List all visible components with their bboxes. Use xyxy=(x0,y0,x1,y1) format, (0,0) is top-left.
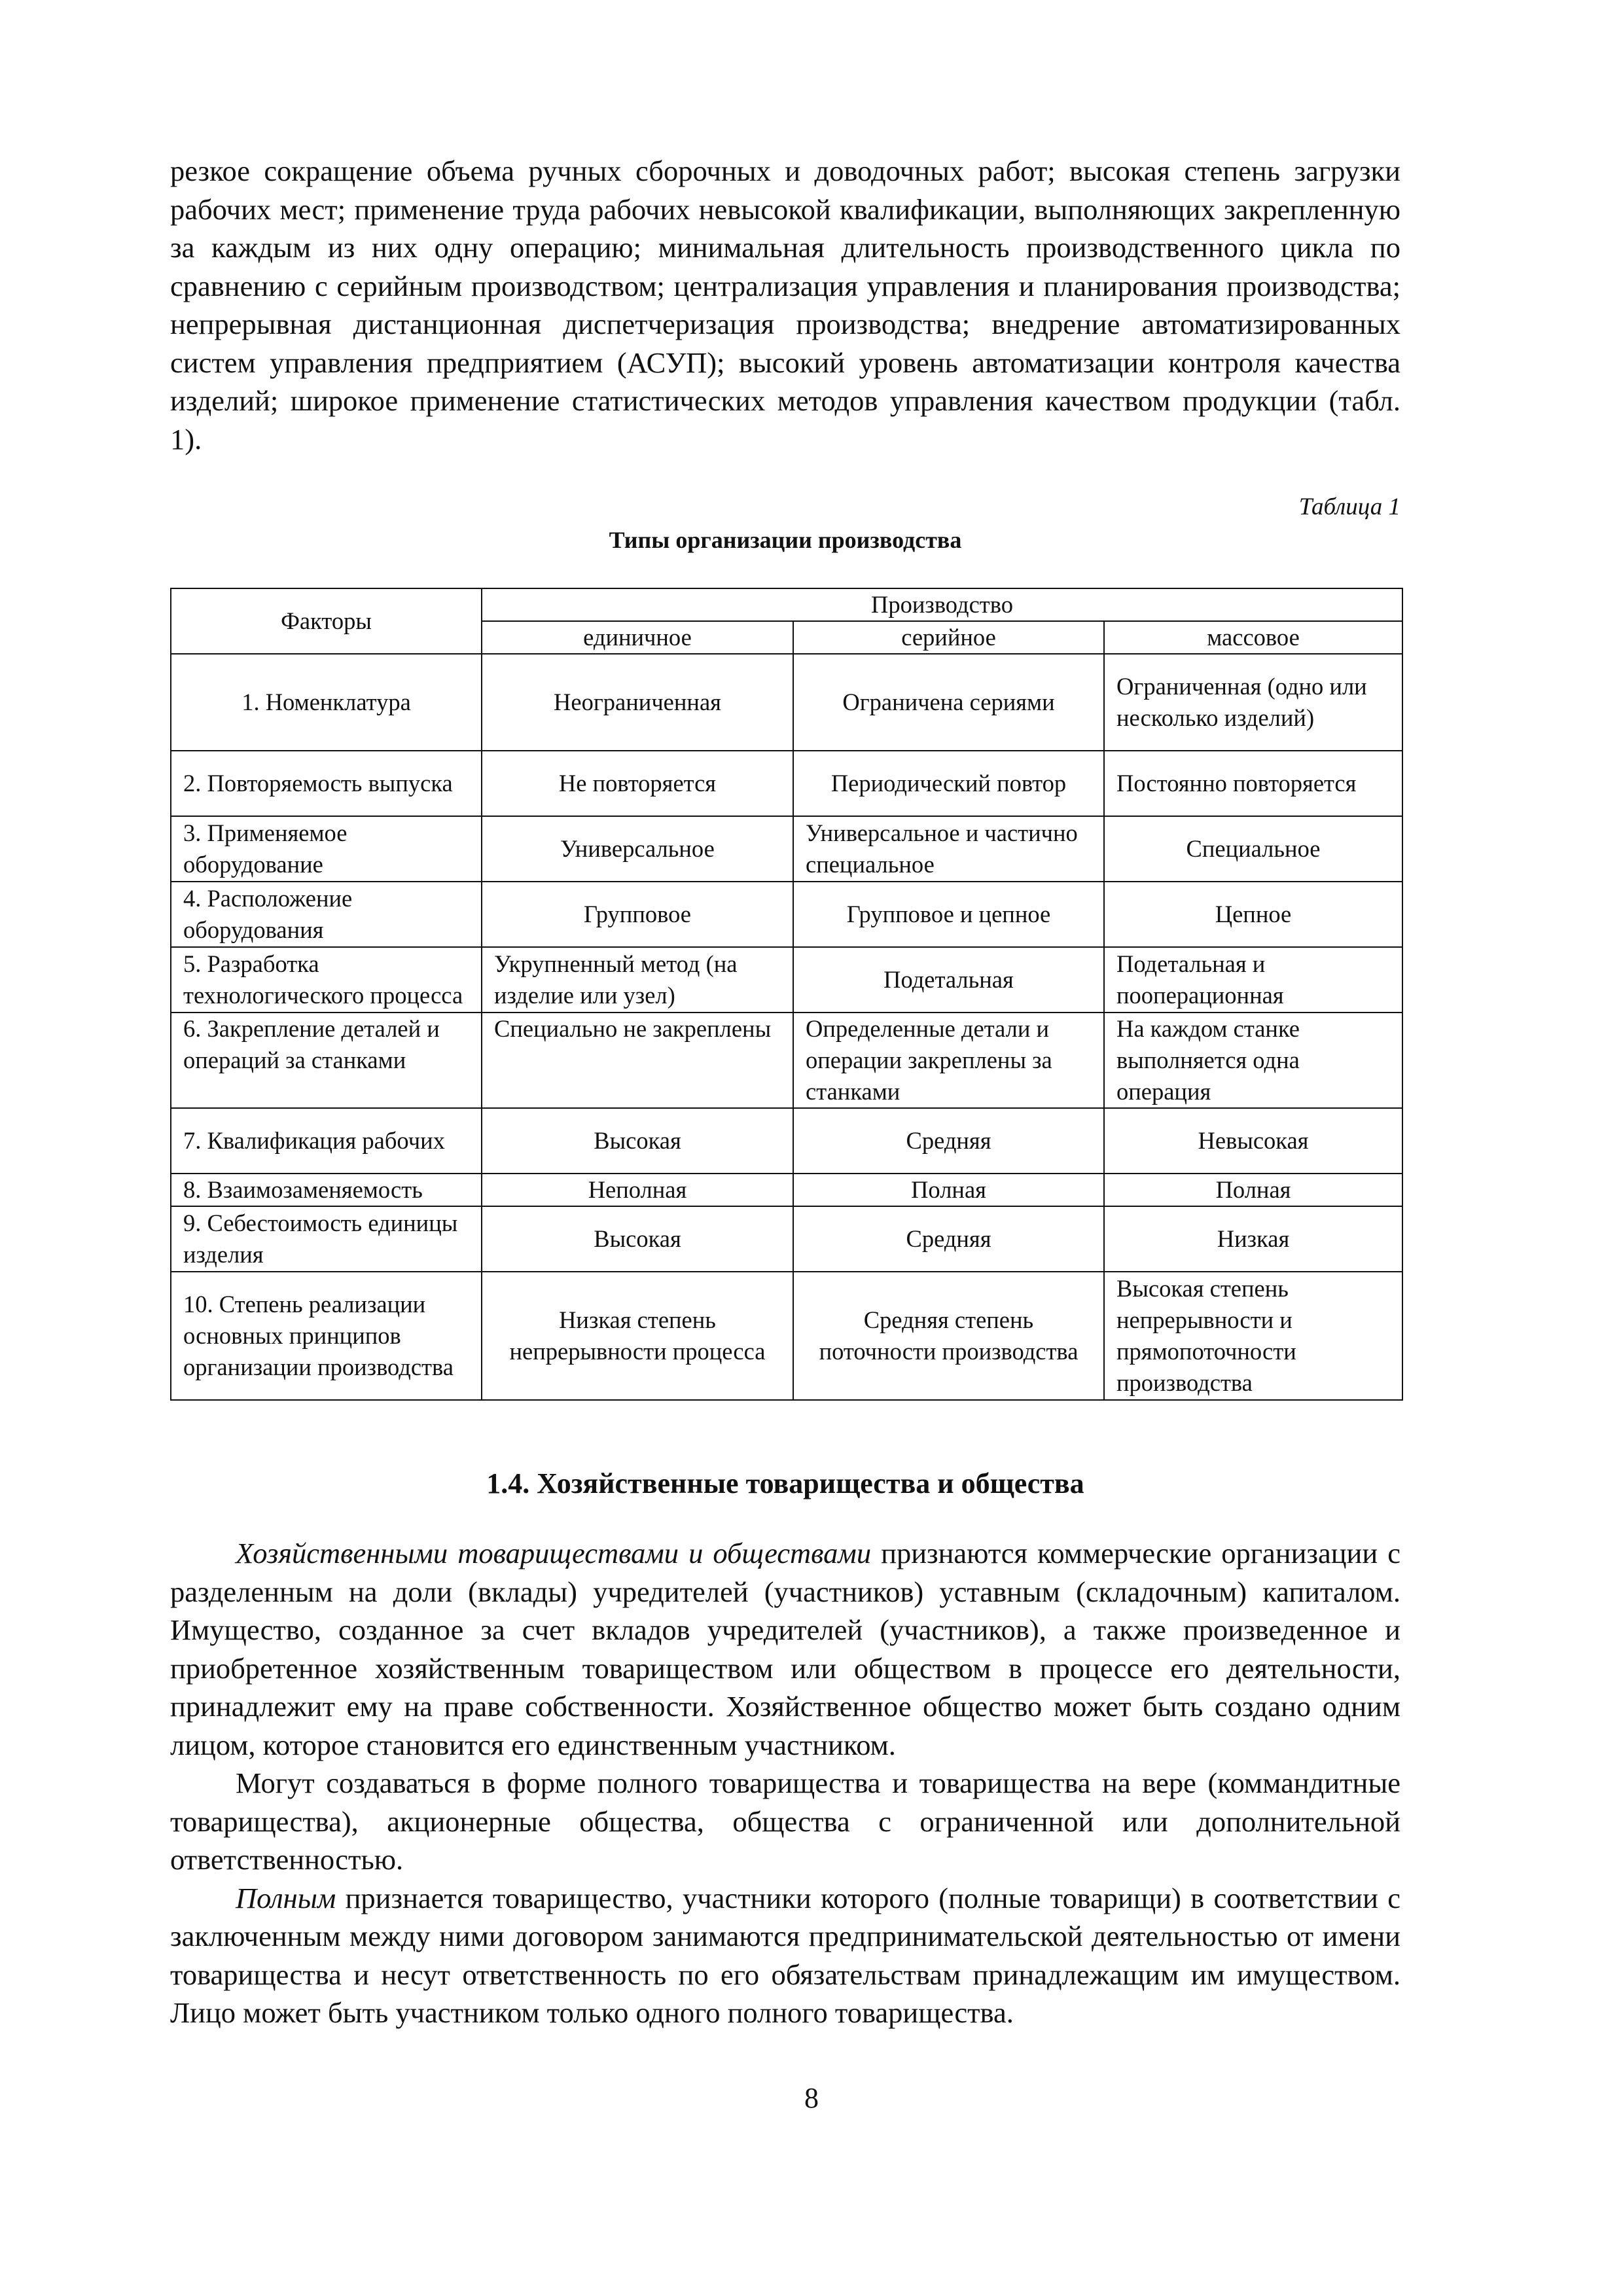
table-row xyxy=(171,882,1402,947)
header-serial: серийное xyxy=(793,621,1104,654)
table-row xyxy=(171,654,1402,751)
serial-cell: Групповое и цепное xyxy=(793,882,1104,947)
page-number: 8 xyxy=(804,2082,819,2114)
serial-cell: Средняя степень поточности производства xyxy=(793,1272,1104,1400)
single-cell: Специально не закреплены xyxy=(482,1013,793,1108)
table-row xyxy=(171,1174,1402,1206)
single-cell: Высокая xyxy=(482,1206,793,1272)
factor-cell: 10. Степень реализации основных принципов организации производства xyxy=(171,1272,482,1400)
factor-cell: 8. Взаимозаменяемость xyxy=(171,1174,482,1206)
paragraph-1-text: признаются коммерческие организации с разделенным на доли (вклады) учредителей (участников) уставным (складочным) капиталом. Имущество, созданное за счет вкладов учредителей (участников), а также произведенное и приобретенное хозяйственным товариществом или обществом в процессе его деятельности, принадлежит ему на праве собственности. Хозяйственное общество может быть создано одним лицом, которое становится его единственным участником. xyxy=(170,1537,1400,1761)
table-row xyxy=(171,947,1402,1013)
factor-cell: 3. Применяемое оборудование xyxy=(171,816,482,882)
factor-cell: 4. Расположение оборудования xyxy=(171,882,482,947)
serial-cell: Подетальная xyxy=(793,947,1104,1013)
serial-cell: Ограничена сериями xyxy=(793,654,1104,751)
mass-cell: На каждом станке выполняется одна операция xyxy=(1104,1013,1402,1108)
single-cell: Укрупненный метод (на изделие или узел) xyxy=(482,947,793,1013)
table-row xyxy=(171,751,1402,816)
header-factors: Факторы xyxy=(171,588,482,654)
table-caption: Таблица 1 xyxy=(1298,493,1400,520)
paragraph-2 xyxy=(170,1764,1400,1879)
table-row xyxy=(171,1206,1402,1272)
single-cell: Высокая xyxy=(482,1108,793,1174)
factor-cell: 5. Разработка технологического процесса xyxy=(171,947,482,1013)
serial-cell: Средняя xyxy=(793,1206,1104,1272)
serial-cell: Определенные детали и операции закреплены за станками xyxy=(793,1013,1104,1108)
single-cell: Неполная xyxy=(482,1174,793,1206)
paragraph-3-text: признается товарищество, участники которого (полные товарищи) в соответствии с заключенным между ними договором занимаются предпринимательской деятельностью от имени товарищества и несут ответственность по его обязательствам принадлежащим им имуществом. Лицо может быть участником только одного полного товарищества. xyxy=(170,1881,1400,2029)
serial-cell: Полная xyxy=(793,1174,1104,1206)
single-cell: Групповое xyxy=(482,882,793,947)
serial-cell: Средняя xyxy=(793,1108,1104,1174)
single-cell: Неограниченная xyxy=(482,654,793,751)
paragraph-1 xyxy=(170,1534,1400,1764)
mass-cell: Полная xyxy=(1104,1174,1402,1206)
mass-cell: Невысокая xyxy=(1104,1108,1402,1174)
single-cell: Низкая степень непрерывности процесса xyxy=(482,1272,793,1400)
single-cell: Не повторяется xyxy=(482,751,793,816)
paragraph-3-italic-term: Полным xyxy=(236,1881,336,1914)
mass-cell: Специальное xyxy=(1104,816,1402,882)
serial-cell: Универсальное и частично специальное xyxy=(793,816,1104,882)
section-heading: 1.4. Хозяйственные товарищества и общества xyxy=(486,1467,1084,1499)
production-types-table xyxy=(170,588,1403,1401)
paragraph-3 xyxy=(170,1879,1400,2032)
serial-cell: Периодический повтор xyxy=(793,751,1104,816)
mass-cell: Низкая xyxy=(1104,1206,1402,1272)
mass-cell: Подетальная и пооперационная xyxy=(1104,947,1402,1013)
header-single: единичное xyxy=(482,621,793,654)
table-title: Типы организации производства xyxy=(609,527,962,553)
paragraph-2-text: Могут создаваться в форме полного товарищества и товарищества на вере (коммандитные товарищества), акционерные общества, общества с ограниченной или дополнительной ответственностью. xyxy=(170,1767,1400,1876)
paragraph-1-italic-term: Хозяйственными товариществами и обществами xyxy=(236,1537,872,1570)
table-row xyxy=(171,816,1402,882)
mass-cell: Цепное xyxy=(1104,882,1402,947)
factor-cell: 7. Квалификация рабочих xyxy=(171,1108,482,1174)
factor-cell: 2. Повторяемость выпуска xyxy=(171,751,482,816)
table-row xyxy=(171,1013,1402,1108)
header-mass: массовое xyxy=(1104,621,1402,654)
single-cell: Универсальное xyxy=(482,816,793,882)
table-row xyxy=(171,1272,1402,1400)
mass-cell: Постоянно повторяется xyxy=(1104,751,1402,816)
factor-cell: 9. Себестоимость единицы изделия xyxy=(171,1206,482,1272)
intro-paragraph: резкое сокращение объема ручных сборочных и доводочных работ; высокая степень загрузки рабочих мест; применение труда рабочих невысокой квалификации, выполняющих закрепленную за каждым из них одну операцию; минимальная длительность производственного цикла по сравнению с серийным производством; централизация управления и планирования производства; непрерывная дистанционная диспетчеризация производства; внедрение автоматизированных систем управления предприятием (АСУП); высокий уровень автоматизации контроля качества изделий; широкое применение статистических методов управления качеством продукции (табл. 1). xyxy=(170,154,1400,456)
factor-cell: 6. Закрепление деталей и операций за станками xyxy=(171,1013,482,1108)
mass-cell: Ограниченная (одно или несколько изделий) xyxy=(1104,654,1402,751)
table-row xyxy=(171,1108,1402,1174)
header-production: Производство xyxy=(482,588,1402,621)
mass-cell: Высокая степень непрерывности и прямопоточности производства xyxy=(1104,1272,1402,1400)
factor-cell: 1. Номенклатура xyxy=(171,654,482,751)
page-content xyxy=(170,152,1400,2032)
